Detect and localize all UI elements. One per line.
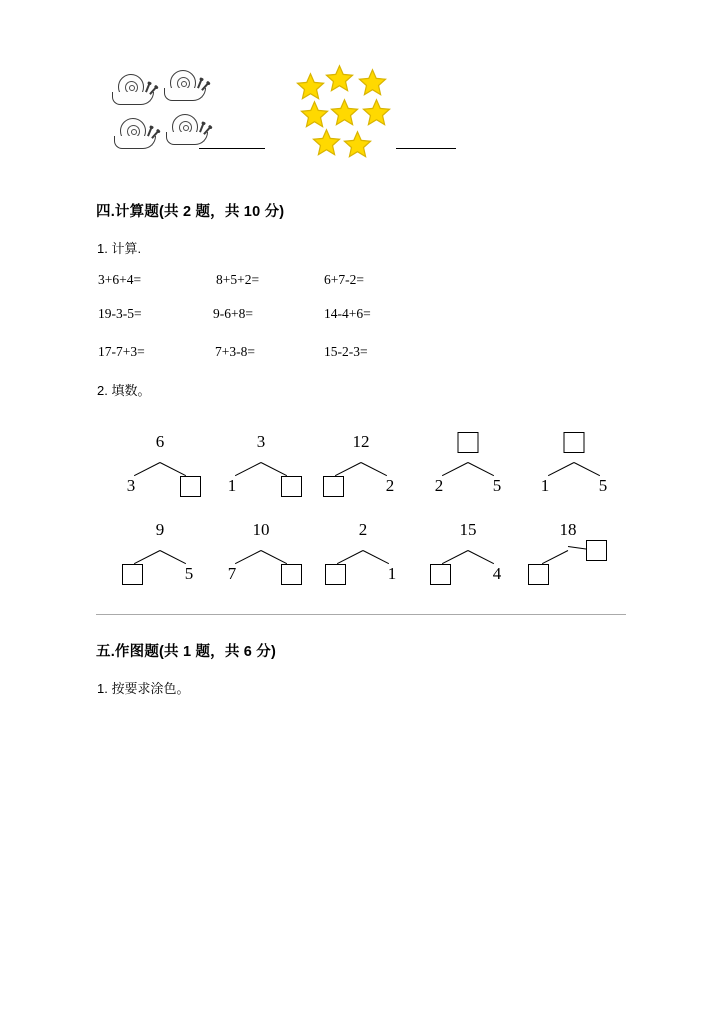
tree-top-box[interactable] <box>564 432 585 453</box>
tree-left-value: 7 <box>227 564 237 583</box>
tree-left-box[interactable] <box>430 564 451 585</box>
tree-left-value: 1 <box>540 476 550 495</box>
tree-top-value: 12 <box>352 432 370 451</box>
calc-item: 9-6+8= <box>213 306 253 321</box>
star-answer-blank[interactable] <box>396 148 456 149</box>
snail-icon <box>112 116 158 150</box>
number-tree <box>422 432 514 510</box>
calc-item: 3+6+4= <box>98 272 142 287</box>
star-icon <box>343 130 372 159</box>
calc-item: 14-4+6= <box>324 306 371 321</box>
tree-right-value: 5 <box>492 476 502 495</box>
tree-top-value: 9 <box>155 520 165 539</box>
star-icon <box>358 68 387 97</box>
question-label-4-1: 1. 计算. <box>97 241 142 256</box>
tree-right-value: 4 <box>492 564 502 583</box>
tree-top-value: 15 <box>459 520 477 539</box>
question-label-4-2: 2. 填数。 <box>97 383 151 398</box>
tree-right-box[interactable] <box>586 540 607 561</box>
number-tree <box>215 520 307 598</box>
tree-top-value: 18 <box>559 520 577 539</box>
tree-left-value: 1 <box>227 476 237 495</box>
section-heading-four: 四.计算题(共 2 题，共 10 分) <box>96 204 285 220</box>
snail-icon <box>162 68 208 102</box>
star-icon <box>330 98 359 127</box>
star-icon <box>325 64 354 93</box>
number-tree <box>315 432 407 510</box>
tree-right-value: 2 <box>385 476 395 495</box>
number-tree <box>522 520 614 598</box>
snail-illustration-group <box>110 66 230 166</box>
snail-icon <box>110 72 156 106</box>
calc-item: 17-7+3= <box>98 344 145 359</box>
calc-item: 8+5+2= <box>216 272 260 287</box>
tree-top-value: 10 <box>252 520 270 539</box>
number-tree <box>114 432 206 510</box>
tree-left-box[interactable] <box>528 564 549 585</box>
calc-item: 19-3-5= <box>98 306 142 321</box>
number-tree <box>215 432 307 510</box>
snail-icon <box>164 112 210 146</box>
tree-right-value: 5 <box>184 564 194 583</box>
picture-exercise <box>96 62 626 172</box>
calc-item: 15-2-3= <box>324 344 368 359</box>
star-icon <box>312 128 341 157</box>
number-tree <box>422 520 514 598</box>
tree-left-value: 2 <box>434 476 444 495</box>
snail-answer-blank[interactable] <box>199 148 265 149</box>
tree-right-value: 1 <box>387 564 397 583</box>
tree-top-value: 2 <box>358 520 368 539</box>
section-heading-five: 五.作图题(共 1 题，共 6 分) <box>96 644 277 660</box>
star-icon <box>300 100 329 129</box>
star-icon <box>362 98 391 127</box>
tree-right-box[interactable] <box>281 476 302 497</box>
star-illustration-group <box>292 62 397 166</box>
number-tree <box>114 520 206 598</box>
star-icon <box>296 72 325 101</box>
tree-top-box[interactable] <box>458 432 479 453</box>
tree-right-box[interactable] <box>180 476 201 497</box>
tree-top-value: 6 <box>155 432 165 451</box>
tree-right-box[interactable] <box>281 564 302 585</box>
tree-top-value: 3 <box>256 432 266 451</box>
calc-item: 6+7-2= <box>324 272 364 287</box>
tree-left-box[interactable] <box>122 564 143 585</box>
tree-left-box[interactable] <box>323 476 344 497</box>
question-label-5-1: 1. 按要求涂色。 <box>97 681 190 696</box>
number-tree <box>317 520 409 598</box>
tree-left-box[interactable] <box>325 564 346 585</box>
section-divider <box>96 614 626 615</box>
calc-item: 7+3-8= <box>215 344 255 359</box>
number-tree <box>528 432 620 510</box>
tree-right-value: 5 <box>598 476 608 495</box>
tree-left-value: 3 <box>126 476 136 495</box>
